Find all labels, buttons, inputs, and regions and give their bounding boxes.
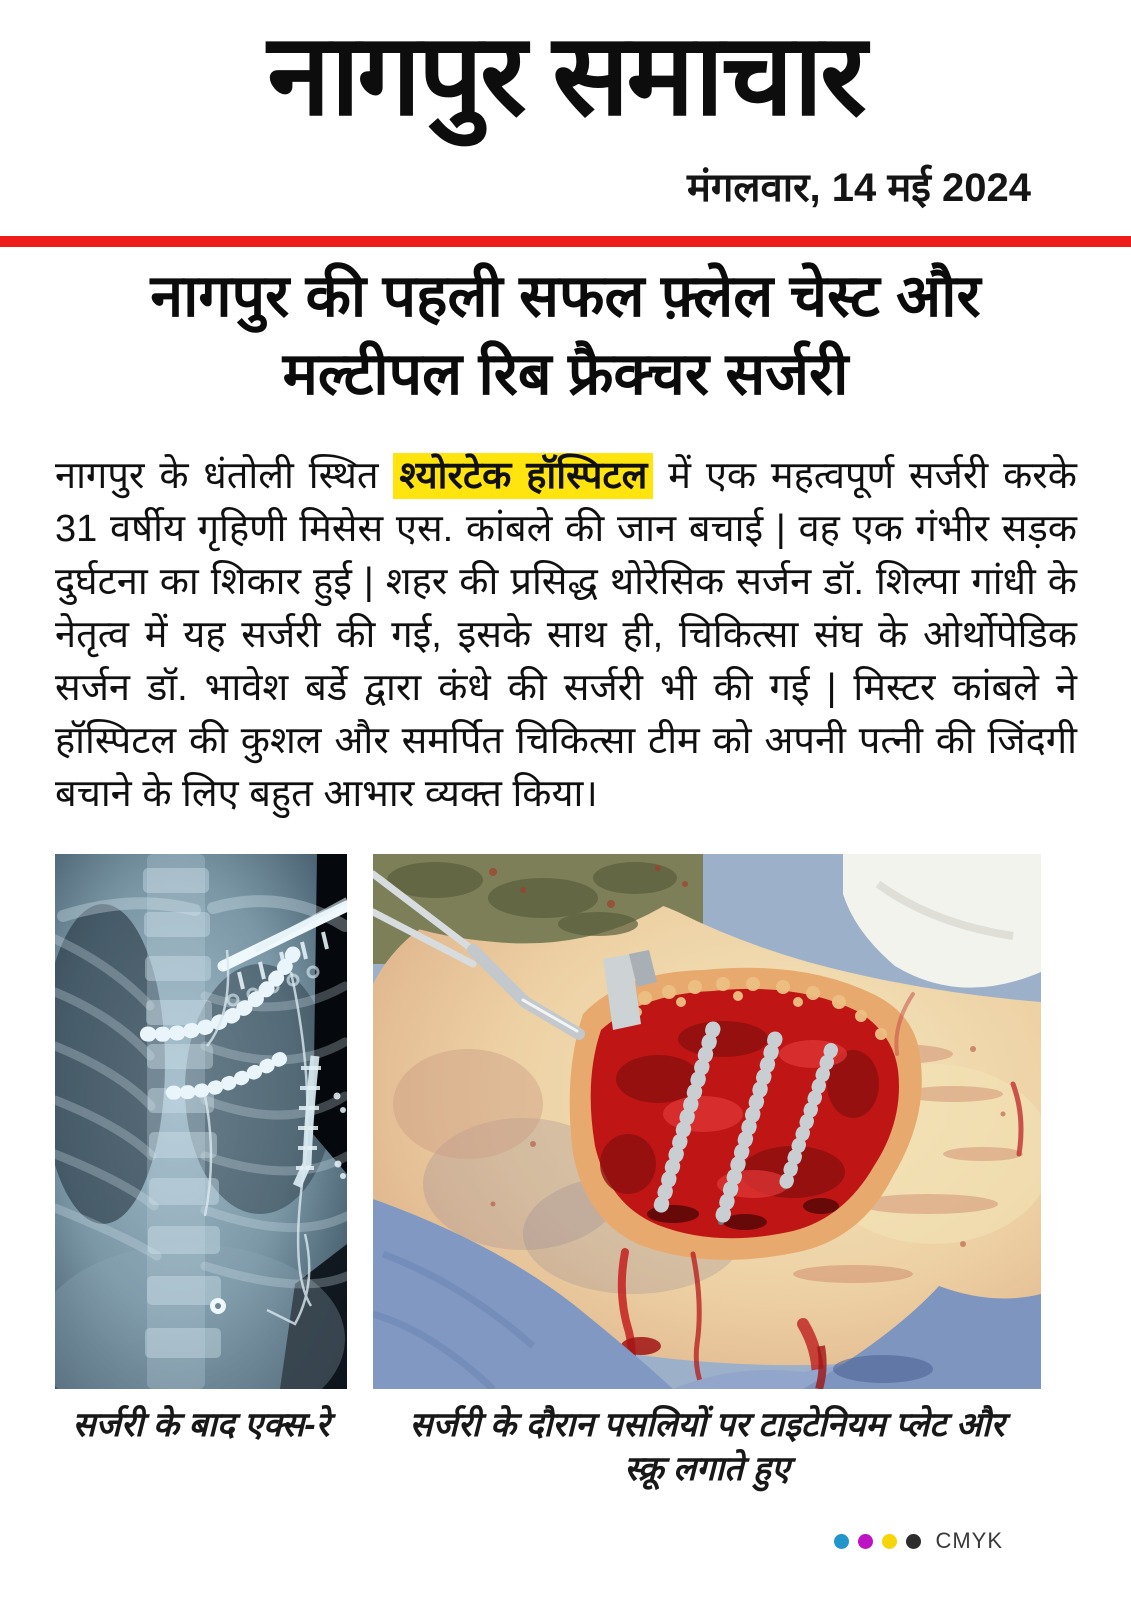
figure-surgery <box>373 854 1041 1491</box>
issue-date: मंगलवार, 14 मई 2024 <box>686 166 1031 210</box>
newspaper-title: नागपुर समाचार <box>267 12 864 139</box>
article-body <box>55 450 1077 821</box>
black-dot <box>906 1534 921 1549</box>
surgery-caption: सर्जरी के दौरान पसलियों पर टाइटेनियम प्लेट और स्क्रू लगाते हुए <box>409 1406 1005 1489</box>
cmyk-label: CMYK <box>935 1528 1003 1553</box>
surgery-photo <box>373 854 1041 1389</box>
body-text-after: में एक महत्वपूर्ण सर्जरी करके 31 वर्षीय गृहिणी मिसेस एस. कांबले की जान बचाई | वह एक गंभीर सड़क दुर्घटना का शिकार हुई | शहर की प्रसिद्ध थोरेसिक सर्जन डॉ. शिल्पा गांधी के नेतृत्व में यह सर्जरी की गई, इसके साथ ही, चिकित्सा संघ के ओर्थोपेडिक सर्जन डॉ. भावेश बर्डे द्वारा कंधे की सर्जरी भी की गई | मिस्टर कांबले ने हॉस्पिटल की कुशल और समर्पित चिकित्सा टीम को अपनी पत्नी की जिंदगी बचाने के लिए बहुत आभार व्यक्त किया। <box>55 455 1077 815</box>
xray-image <box>55 854 347 1389</box>
highlighted-hospital-name: श्योरटेक हॉस्पिटल <box>393 453 653 499</box>
body-text-before: नागपुर के धंतोली स्थित <box>55 455 394 497</box>
headline-line-2: मल्टीपल रिब फ्रैक्चर सर्जरी <box>282 340 849 407</box>
cyan-dot <box>834 1534 849 1549</box>
figure-row <box>55 854 1076 1491</box>
red-divider-rule <box>0 236 1131 247</box>
article-headline <box>28 258 1103 414</box>
figure-xray <box>55 854 347 1491</box>
print-footer <box>834 1528 1003 1554</box>
magenta-dot <box>858 1534 873 1549</box>
xray-caption: सर्जरी के बाद एक्स-रे <box>72 1406 330 1444</box>
yellow-dot <box>882 1534 897 1549</box>
headline-line-1: नागपुर की पहली सफल फ़्लेल चेस्ट और <box>150 263 981 329</box>
